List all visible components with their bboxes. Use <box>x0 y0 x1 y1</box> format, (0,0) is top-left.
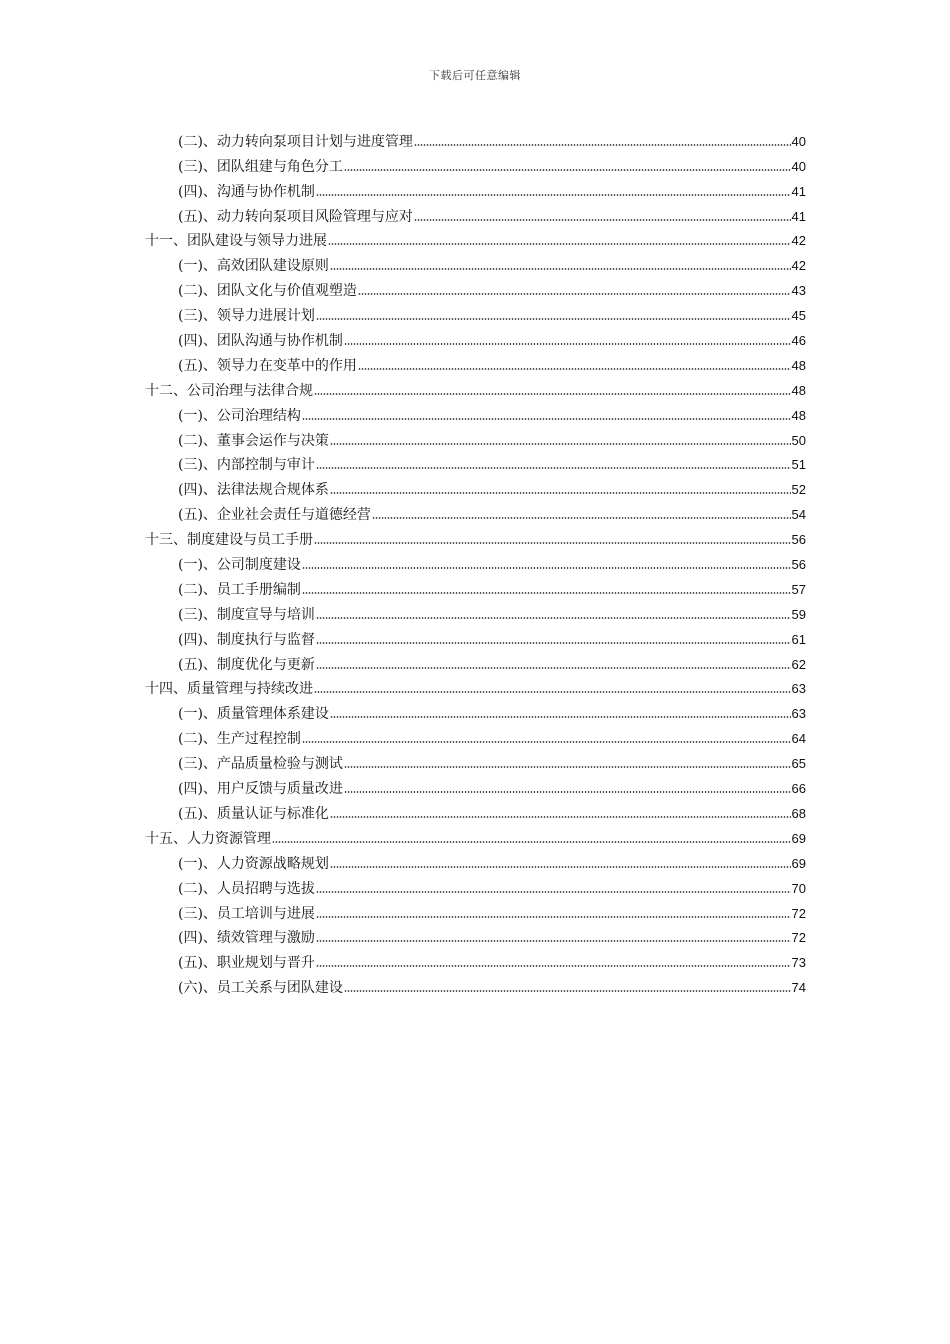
toc-dot-leader <box>316 939 791 943</box>
toc-dot-leader <box>330 442 791 446</box>
toc-dot-leader <box>314 392 791 396</box>
toc-dot-leader <box>344 989 791 993</box>
toc-entry-title: (一)、公司治理结构 <box>178 407 301 424</box>
toc-entry-title: (六)、员工关系与团队建设 <box>178 980 343 997</box>
toc-page-number: 73 <box>791 955 806 971</box>
toc-entry-title: (四)、沟通与协作机制 <box>178 183 315 200</box>
toc-page-number: 69 <box>791 855 806 871</box>
toc-dot-leader <box>358 292 791 296</box>
toc-section-entry[interactable] <box>145 275 806 300</box>
toc-entry-title: (五)、制度优化与更新 <box>178 656 315 673</box>
toc-entry-title: (二)、员工手册编制 <box>178 581 301 598</box>
toc-dot-leader <box>316 641 791 645</box>
toc-entry-title: (四)、绩效管理与激励 <box>178 930 315 947</box>
toc-page-number: 61 <box>791 631 806 647</box>
toc-page-number: 42 <box>791 258 806 274</box>
toc-section-entry[interactable] <box>145 201 806 226</box>
toc-entry-title: (一)、公司制度建设 <box>178 557 301 574</box>
toc-page-number: 74 <box>791 980 806 996</box>
toc-section-entry[interactable] <box>145 425 806 450</box>
toc-section-entry[interactable] <box>145 474 806 499</box>
toc-dot-leader <box>314 690 791 694</box>
toc-page-number: 41 <box>791 183 806 199</box>
toc-section-entry[interactable] <box>145 325 806 350</box>
toc-page-number: 62 <box>791 656 806 672</box>
toc-entry-title: (二)、生产过程控制 <box>178 731 301 748</box>
toc-entry-title: (三)、领导力进展计划 <box>178 308 315 325</box>
toc-entry-title: (一)、质量管理体系建设 <box>178 706 329 723</box>
toc-page-number: 69 <box>791 830 806 846</box>
toc-page-number: 48 <box>791 357 806 373</box>
toc-section-entry[interactable] <box>145 898 806 923</box>
toc-entry-title: (五)、职业规划与晋升 <box>178 955 315 972</box>
toc-section-entry[interactable] <box>145 400 806 425</box>
toc-page-number: 72 <box>791 905 806 921</box>
toc-section-entry[interactable] <box>145 126 806 151</box>
toc-dot-leader <box>372 516 791 520</box>
toc-page-number: 54 <box>791 507 806 523</box>
toc-page-number: 41 <box>791 208 806 224</box>
toc-dot-leader <box>328 242 791 246</box>
toc-page-number: 40 <box>791 133 806 149</box>
toc-dot-leader <box>302 566 791 570</box>
toc-dot-leader <box>330 267 791 271</box>
toc-entry-title: (五)、企业社会责任与道德经营 <box>178 507 371 524</box>
toc-dot-leader <box>344 168 791 172</box>
toc-entry-title: (四)、用户反馈与质量改进 <box>178 781 343 798</box>
toc-entry-title: (五)、领导力在变革中的作用 <box>178 357 357 374</box>
toc-dot-leader <box>272 840 791 844</box>
toc-page-number: 59 <box>791 606 806 622</box>
toc-page-number: 56 <box>791 557 806 573</box>
toc-section-entry[interactable] <box>145 151 806 176</box>
toc-chapter-entry[interactable] <box>145 375 806 400</box>
toc-section-entry[interactable] <box>145 450 806 475</box>
toc-section-entry[interactable] <box>145 624 806 649</box>
toc-entry-title: (五)、动力转向泵项目风险管理与应对 <box>178 208 413 225</box>
toc-entry-title: (二)、团队文化与价值观塑造 <box>178 283 357 300</box>
toc-dot-leader <box>302 740 791 744</box>
page-header: 下载后可任意编辑 <box>429 69 521 82</box>
toc-page-number: 63 <box>791 681 806 697</box>
toc-dot-leader <box>330 865 791 869</box>
toc-dot-leader <box>316 890 791 894</box>
toc-entry-title: (二)、董事会运作与决策 <box>178 432 329 449</box>
toc-dot-leader <box>316 666 791 670</box>
toc-dot-leader <box>414 143 791 147</box>
toc-dot-leader <box>314 541 791 545</box>
toc-dot-leader <box>330 815 791 819</box>
toc-page-number: 48 <box>791 382 806 398</box>
toc-entry-title: (四)、制度执行与监督 <box>178 631 315 648</box>
toc-page-number: 52 <box>791 482 806 498</box>
toc-entry-title: (三)、内部控制与审计 <box>178 457 315 474</box>
toc-entry-title: (四)、团队沟通与协作机制 <box>178 333 343 350</box>
toc-entry-title: (一)、高效团队建设原则 <box>178 258 329 275</box>
toc-dot-leader <box>358 367 791 371</box>
toc-chapter-entry[interactable] <box>145 524 806 549</box>
toc-page-number: 46 <box>791 333 806 349</box>
toc-page-number: 43 <box>791 283 806 299</box>
toc-dot-leader <box>316 616 791 620</box>
toc-page-number: 70 <box>791 880 806 896</box>
toc-page-number: 63 <box>791 706 806 722</box>
toc-page-number: 51 <box>791 457 806 473</box>
toc-entry-title: (一)、人力资源战略规划 <box>178 855 329 872</box>
toc-dot-leader <box>316 317 791 321</box>
toc-section-entry[interactable] <box>145 873 806 898</box>
toc-entry-title: 十五、人力资源管理 <box>145 830 271 847</box>
toc-chapter-entry[interactable] <box>145 674 806 699</box>
toc-section-entry[interactable] <box>145 923 806 948</box>
toc-dot-leader <box>302 417 791 421</box>
toc-dot-leader <box>414 218 791 222</box>
toc-section-entry[interactable] <box>145 549 806 574</box>
toc-dot-leader <box>344 765 791 769</box>
toc-section-entry[interactable] <box>145 350 806 375</box>
toc-section-entry[interactable] <box>145 723 806 748</box>
toc-section-entry[interactable] <box>145 848 806 873</box>
toc-page-number: 48 <box>791 407 806 423</box>
toc-dot-leader <box>344 790 791 794</box>
toc-page-number: 65 <box>791 756 806 772</box>
toc-page-number: 64 <box>791 731 806 747</box>
toc-page-number: 56 <box>791 532 806 548</box>
toc-entry-title: (三)、员工培训与进展 <box>178 905 315 922</box>
toc-dot-leader <box>316 964 791 968</box>
toc-section-entry[interactable] <box>145 599 806 624</box>
toc-section-entry[interactable] <box>145 773 806 798</box>
toc-page-number: 50 <box>791 432 806 448</box>
toc-page-number: 45 <box>791 308 806 324</box>
toc-section-entry[interactable] <box>145 798 806 823</box>
toc-entry-title: (三)、产品质量检验与测试 <box>178 756 343 773</box>
toc-page-number: 72 <box>791 930 806 946</box>
toc-chapter-entry[interactable] <box>145 823 806 848</box>
toc-section-entry[interactable] <box>145 649 806 674</box>
toc-entry-title: (五)、质量认证与标准化 <box>178 805 329 822</box>
toc-dot-leader <box>316 193 791 197</box>
toc-page-number: 40 <box>791 158 806 174</box>
toc-entry-title: (三)、制度宣导与培训 <box>178 606 315 623</box>
toc-section-entry[interactable] <box>145 574 806 599</box>
toc-dot-leader <box>344 342 791 346</box>
toc-dot-leader <box>330 715 791 719</box>
toc-section-entry[interactable] <box>145 748 806 773</box>
toc-dot-leader <box>316 466 791 470</box>
toc-section-entry[interactable] <box>145 698 806 723</box>
toc-chapter-entry[interactable] <box>145 226 806 251</box>
toc-dot-leader <box>302 591 791 595</box>
toc-entry-title: (二)、人员招聘与选拔 <box>178 880 315 897</box>
toc-entry-title: 十三、制度建设与员工手册 <box>145 532 313 549</box>
toc-section-entry[interactable] <box>145 176 806 201</box>
toc-entry-title: (四)、法律法规合规体系 <box>178 482 329 499</box>
toc-entry-title: (二)、动力转向泵项目计划与进度管理 <box>178 133 413 150</box>
toc-section-entry[interactable] <box>145 947 806 972</box>
toc-page-number: 42 <box>791 233 806 249</box>
toc-page-number: 66 <box>791 781 806 797</box>
toc-dot-leader <box>316 915 791 919</box>
toc-page-number: 68 <box>791 805 806 821</box>
toc-dot-leader <box>330 491 791 495</box>
toc-entry-title: 十四、质量管理与持续改进 <box>145 681 313 698</box>
toc-entry-title: 十一、团队建设与领导力进展 <box>145 233 327 250</box>
table-of-contents <box>145 126 806 997</box>
toc-page-number: 57 <box>791 581 806 597</box>
toc-entry-title: (三)、团队组建与角色分工 <box>178 158 343 175</box>
toc-entry-title: 十二、公司治理与法律合规 <box>145 382 313 399</box>
toc-section-entry[interactable] <box>145 250 806 275</box>
toc-section-entry[interactable] <box>145 300 806 325</box>
toc-section-entry[interactable] <box>145 499 806 524</box>
toc-section-entry[interactable] <box>145 972 806 997</box>
